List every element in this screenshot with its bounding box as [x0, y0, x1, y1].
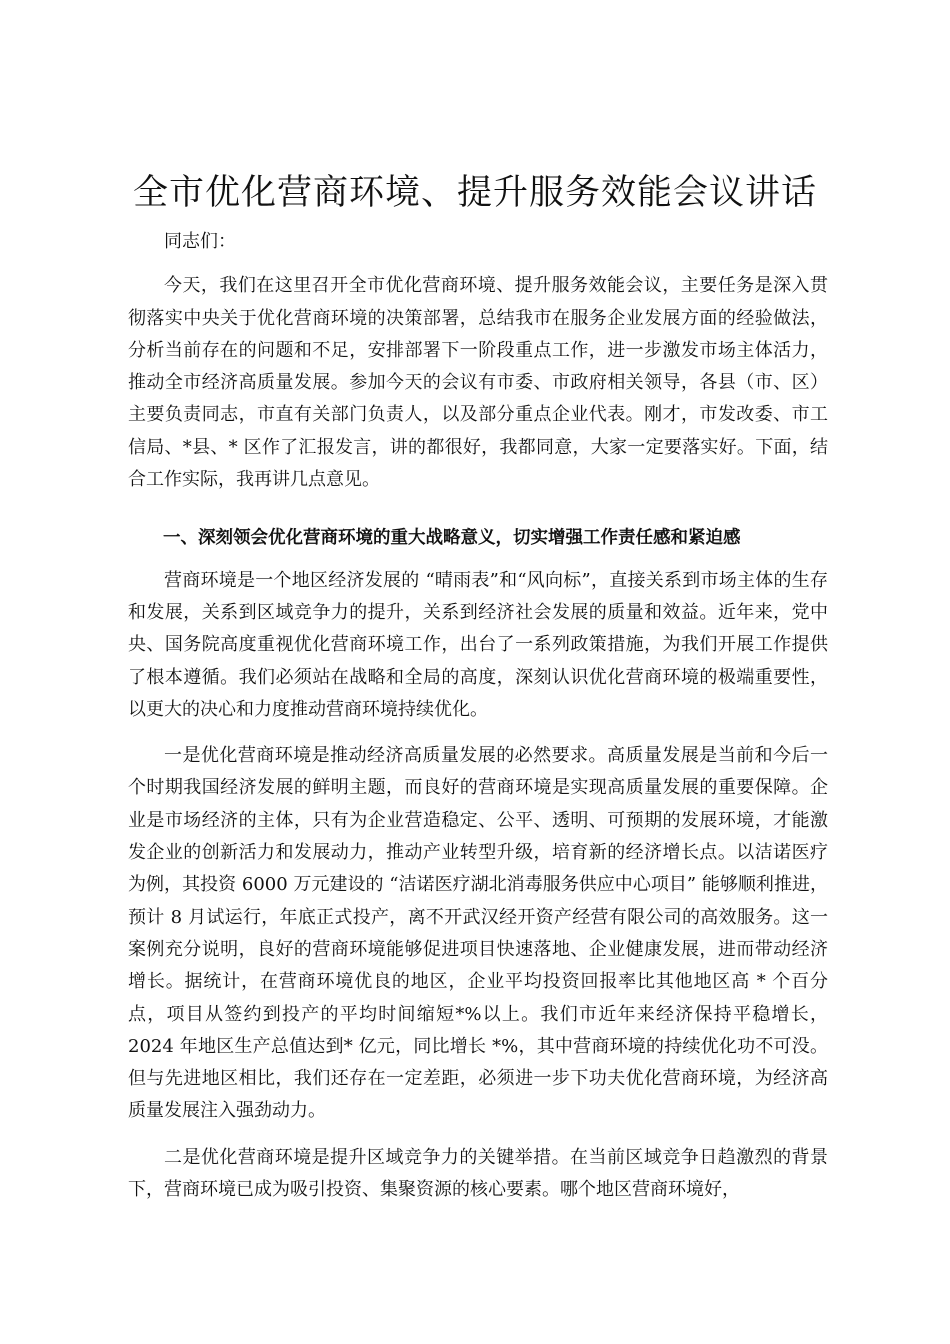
salutation: 同志们： [164, 231, 236, 252]
intro-paragraph: 今天，我们在这里召开全市优化营商环境、提升服务效能会议，主要任务是深入贯彻落实中央关于优化营商环境的决策部署，总结我市在服务企业发展方面的经验做法，分析当前存在的问题和不足，安排部署下一阶段重点工作，进一步激发市场主体活力，推动全市经济高质量发展。参加今天的会议有市委、市政府相关领导，各县（市、区）主要负责同志，市直有关部门负责人，以及部分重点企业代表。刚才，市发改委、市工信局、*县、* 区作了汇报发言，讲的都很好，我都同意，大家一定要落实好。下面，结合工作实际，我再讲几点意见。 [128, 275, 828, 491]
paragraph: 营商环境是一个地区经济发展的 “晴雨表”和“风向标”，直接关系到市场主体的生存和发展，关系到区域竞争力的提升，关系到经济社会发展的质量和效益。近年来，党中央、国务院高度重视优化营商环境工作，出台了一系列政策措施，为我们开展工作提供了根本遵循。我们必须站在战略和全局的高度，深刻认识优化营商环境的极端重要性，以更大的决心和力度推动营商环境持续优化。 [128, 569, 828, 720]
paragraph: 一是优化营商环境是推动经济高质量发展的必然要求。高质量发展是当前和今后一个时期我国经济发展的鲜明主题，而良好的营商环境是实现高质量发展的重要保障。企业是市场经济的主体，只有为企业营造稳定、公平、透明、可预期的发展环境，才能激发企业的创新活力和发展动力，推动产业转型升级，培育新的经济增长点。以洁诺医疗为例，其投资 6000 万元建设的 “洁诺医疗湖北消毒服务供应中心项目” 能够顺利推进，预计 8 月试运行，年底正式投产，离不开武汉经开资产经营有限公司的高效服务。这一案例充分说明，良好的营商环境能够促进项目快速落地、企业健康发展，进而带动经济增长。据统计，在营商环境优良的地区，企业平均投资回报率比其他地区高 * 个百分点，项目从签约到投产的平均时间缩短*%以上。我们市近年来经济保持平稳增长，2024 年地区生产总值达到* 亿元，同比增长 *%，其中营商环境的持续优化功不可没。但与先进地区相比，我们还存在一定差距，必须进一步下功夫优化营商环境，为经济高质量发展注入强劲动力。 [128, 745, 828, 1122]
document-title: 全市优化营商环境、提升服务效能会议讲话 [132, 173, 817, 213]
paragraph: 二是优化营商环境是提升区域竞争力的关键举措。在当前区域竞争日趋激烈的背景下，营商环境已成为吸引投资、集聚资源的核心要素。哪个地区营商环境好， [128, 1146, 828, 1201]
document-body [128, 226, 828, 1206]
section-heading: 一、深刻领会优化营商环境的重大战略意义，切实增强工作责任感和紧迫感 [163, 528, 741, 549]
